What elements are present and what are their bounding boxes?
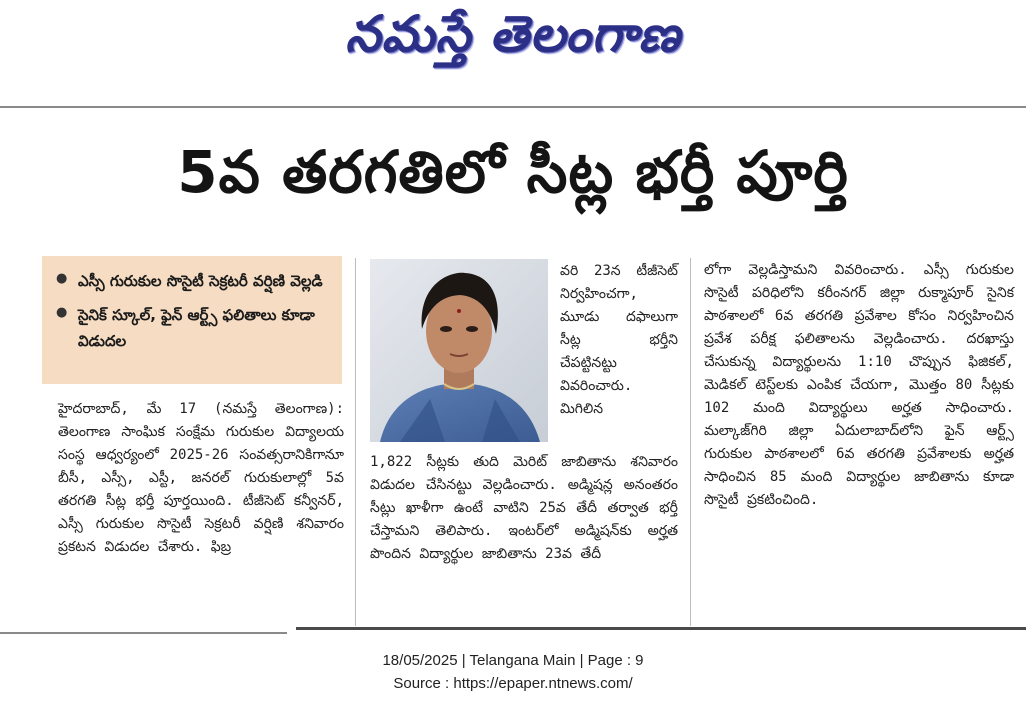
footer-source: Source : https://epaper.ntnews.com/ xyxy=(393,675,633,692)
bottom-divider-left xyxy=(0,632,287,634)
article-body-column-3: లోగా వెల్లడిస్తామని వివరించారు. ఎస్సీ గురుకుల సొసైటీ పరిధిలోని కరీంనగర్ జిల్లా రుక్మాపూర్ సైనిక పాఠశాలలో 6వ తరగతి ప్రవేశాల కోసం నిర్వహించిన ప్రవేశ పరీక్ష ఫలితాలను వెల్లడించారు. దరఖాస్తు చేసుకున్న విద్యార్థులను 1:10 చొప్పున ఫిజికల్, మెడికల్ టెస్ట్‌లకు ఎంపిక చేయగా, మొత్తం 80 సీట్లకు 102 మంది విద్యార్థులు అర్హత సాధించారు. మల్కాజ్‌గిరి జిల్లా ఏదులాబాద్‌లోని ఫైన్ ఆర్ట్స్ గురుకుల పాఠశాలలో 6వ తరగతి ప్రవేశాలకు అర్హత సాధించిన 85 మంది విద్యార్థుల జాబితాను కూడా సొసైటీ ప్రకటించింది. xyxy=(704,262,1014,508)
highlight-item xyxy=(56,268,332,294)
bottom-divider-right xyxy=(296,627,1026,630)
highlight-text: సైనిక్ స్కూల్, ఫైన్ ఆర్ట్స్ ఫలితాలు కూడా విడుదల xyxy=(78,306,315,350)
highlights-box xyxy=(42,256,342,384)
bullet-icon: ● xyxy=(56,271,68,286)
column-divider xyxy=(355,258,356,626)
article-body-column-2-top: వరి 23న టీజీసెట్ నిర్వహించగా, మూడు దఫాలుగా సీట్ల భర్తీని చేపట్టినట్టు వివరించారు. మిగిలిన xyxy=(560,263,678,417)
highlight-text: ఎస్సీ గురుకుల సొసైటీ సెక్రటరీ వర్షిణి వెల్లడి xyxy=(78,272,323,290)
highlight-item xyxy=(56,302,332,354)
footer-date-page: 18/05/2025 | Telangana Main | Page : 9 xyxy=(382,652,644,669)
article-headline: 5వ తరగతిలో సీట్ల భర్తీ పూర్తి xyxy=(177,138,849,206)
top-divider xyxy=(0,106,1026,108)
portrait-image xyxy=(370,259,548,442)
bullet-icon: ● xyxy=(56,305,68,320)
masthead xyxy=(0,0,1026,96)
article-body-column-2-bottom: 1,822 సీట్లకు తుది మెరిట్ జాబితాను శనివారం విడుదల చేసినట్టు వెల్లడించారు. అడ్మిషన్ల అనంతరం సీట్లు ఖాళీగా ఉంటే వాటిని 25వ తేదీ తర్వాత భర్తీ చేస్తామని తెలిపారు. ఇంటర్‌లో అడ్మిషన్‌కు అర్హత పొందిన విద్యార్థుల జాబితాను 23వ తేదీ xyxy=(370,454,678,562)
masthead-title: నమస్తే తెలంగాణ xyxy=(345,4,681,63)
portrait-photo xyxy=(370,259,548,442)
column-divider xyxy=(690,258,691,626)
article-body-column-1: హైదరాబాద్, మే 17 (నమస్తే తెలంగాణ): తెలంగాణ సాంఘిక సంక్షేమ గురుకుల విద్యాలయ సంస్థ ఆధ్వర్యంలో 2025-26 సంవత్సరానికిగానూ బీసీ, ఎస్సీ, ఎస్టీ, జనరల్ గురుకులాల్లో 5వ తరగతి సీట్ల భర్తీ పూర్తయింది. టీజీసెట్ కన్వీనర్, ఎస్సీ గురుకుల సొసైటీ సెక్రటరీ వర్షిణి శనివారం ప్రకటన విడుదల చేశారు. ఫిబ్ర xyxy=(58,401,344,555)
